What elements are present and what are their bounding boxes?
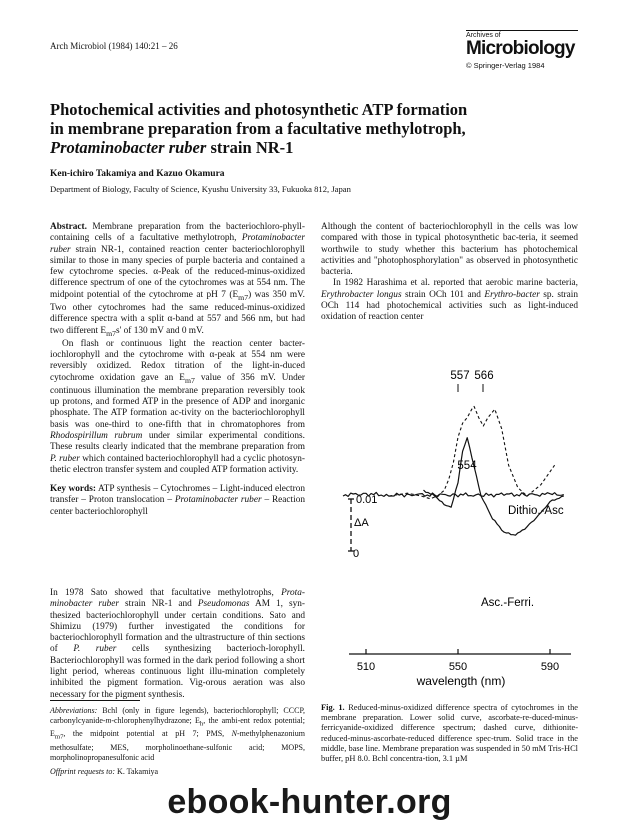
abstract-text: s' of 130 mV and 0 mV. [116, 325, 204, 336]
footnote-text: -methylphenazonium methosulfate; MES, morpholinoethane-sulfonic acid; MOPS, morpholinopropanesulfonic acid [50, 729, 305, 762]
watermark: ebook-hunter.org [167, 783, 452, 821]
peak-label-557: 557 [450, 370, 470, 382]
subscript: m7 [106, 328, 117, 338]
delta-a-scale-bar [348, 494, 377, 560]
y-axis-label: ΔA [354, 517, 369, 529]
series-line-asc-ferri [424, 438, 564, 536]
species-name: Protaminobacter ruber [174, 495, 262, 506]
species-name: Erythro-bacter [484, 289, 540, 300]
introduction [50, 588, 305, 701]
species-name: Rhodospirillum rubrum [50, 430, 143, 441]
article-title [50, 100, 580, 157]
series-line-dithio-asc [389, 406, 555, 498]
abstract-text: strain NR-1, contained reaction center bacteriochlorophyll similar to those in many species of purple bacteria and contained a few cytochrome species. α-Peak of the reduced-minus-oxidized difference spectrum of one of the cytochromes was at 554 nm. The midpoint potential of the cytochrome at pH 7 (E [50, 244, 305, 300]
x-axis-label: wavelength (nm) [416, 674, 506, 688]
abstract-text: On flash or continuous light the reaction center bacter-iochlorophyll and the cytochrome with α-peak at 554 nm were reversibly oxidized. Redox titration of the light-in-duced cytochrome oxidation gave an E [50, 338, 305, 383]
offprint-name: K. Takamiya [115, 766, 159, 776]
species-name: Erythrobacter longus [321, 289, 402, 300]
right-paragraph-1: Although the content of bacteriochlorophyll in the cells was low compared with those in typical photosynthetic bac-teria, it seemed worthwile to study whether this bacterium has photochemical activities and "photophosphorylation" as observed in photosynthetic bacteria. [321, 222, 578, 278]
abstract-column [50, 222, 305, 518]
footnote-text: , the ambi-ent redox potential; E [50, 715, 305, 739]
keywords [50, 484, 305, 518]
abstract-paragraph-2 [50, 339, 305, 476]
title-line-3 [50, 138, 580, 157]
footnote-text: -chlorophenylhydrazone; E [111, 715, 200, 725]
scale-zero-label: 0 [353, 548, 360, 560]
intro-text: cells synthesizing bacterioch-lorophyll. Bacteriochlorophyll was formed in the dark period following a short light period, whereas continuous light illu-mination completely inhibited the pigment formation. Vig-orous aeration was also necessary for the pigment synthesis. [50, 644, 305, 700]
journal-logo: Microbiology [466, 38, 575, 59]
copyright-notice: © Springer-Verlag 1984 [466, 61, 545, 70]
footnote-italic: N [231, 729, 238, 739]
peak-label-554: 554 [457, 460, 477, 472]
affiliation: Department of Biology, Faculty of Science, Kyushu University 33, Fukuoka 812, Japan [50, 184, 351, 194]
scale-top-label: 0.01 [356, 494, 378, 506]
series-label-dithio-asc: Dithio.-Asc [508, 505, 564, 517]
intro-paragraph [50, 588, 305, 701]
footnote-italic: m [105, 715, 112, 725]
brand-top-line: Archives of [466, 30, 578, 39]
intro-text: In 1978 Sato showed that facultative methylotrophs, [50, 588, 282, 598]
subscript: m7 [184, 375, 195, 385]
abbreviations [50, 706, 305, 763]
x-tick-label: 550 [448, 661, 468, 673]
offprint-requests [50, 767, 305, 777]
intro-text: strain NR-1 and [119, 599, 198, 610]
body-text: sp. strain OCh 114 had photochemical activities such as light-induced oxidation of reaction center [321, 289, 578, 323]
species-name: Prota-minobacter ruber [50, 588, 305, 610]
series-labels [481, 505, 564, 609]
journal-brand [466, 30, 578, 70]
species-name: Protaminobacter ruber [50, 233, 305, 255]
species-name: P. ruber [73, 644, 117, 655]
right-column-text [321, 222, 578, 324]
abstract-text: which contained bacteriochlorophyll had a cyclic photosyn-thetic electron transfer system and coupled ATP formation activity. [50, 453, 306, 475]
title-line-2: in membrane preparation from a facultative methylotroph, [50, 119, 466, 138]
footnote-text: , the midpoint potential at pH 7; PMS, [63, 729, 232, 739]
title-line-1: Photochemical activities and photosynthetic ATP formation [50, 100, 468, 119]
species-name: P. ruber [50, 453, 80, 464]
title-species: Protaminobacter ruber [50, 138, 207, 157]
figure-caption-text: Reduced-minus-oxidized difference spectra of cytochromes in the membrane preparation. Lower solid curve, ascorbate-re-duced-minus-ferricyanide-oxidized difference spectrum; dashed curve, dithionite-reduced-minus-ascorbate-reduced difference spec-trum. Solid trace in the middle, base line. Membrane preparation was suspended in 50 mM Tris-HCl buffer, pH 8.0. Bchl concentra-tion, 3.1 µM [321, 703, 578, 764]
abstract-text: value of 356 mV. Under continuous illumination the membrane preparation reversibly took up protons, and formed ATP in the presence of ADP and inorganic phosphate. The ATP formation ac-tivity on the bacteriochlorophyll basis was one-third to one-fifth that in chromatophores from [50, 372, 305, 430]
right-paragraph-2 [321, 278, 578, 323]
offprint-label: Offprint requests to: [50, 766, 116, 776]
subscript: h [199, 720, 204, 728]
body-text: In 1982 Harashima et al. reported that aerobic marine bacteria, [333, 278, 578, 289]
abstract-paragraph-1 [50, 222, 305, 339]
journal-reference: Arch Microbiol (1984) 140:21 – 26 [50, 41, 178, 51]
intro-text: AM 1, syn-thesized bacteriochlorophyll under certain conditions. Sato and Shimizu (1979) further investigated the conditions for bacteriochlorophyll formation and the ultrastructure of thin sections of [50, 599, 305, 655]
subscript: m7 [54, 734, 64, 741]
title-strain: strain NR-1 [206, 138, 294, 157]
authors: Ken-ichiro Takamiya and Kazuo Okamura [50, 169, 225, 179]
footnotes [50, 706, 305, 777]
abbreviations-label: Abbreviations: [50, 706, 98, 715]
abstract-label: Abstract. [50, 222, 87, 232]
abstract-text: ) was 350 mV. Two other cytochromes had the same reduced-minus-oxidized difference spectra with a split α-band at 557 and 566 nm, but had two different E [50, 289, 305, 336]
figure-caption-label: Fig. 1. [321, 703, 345, 712]
keywords-label: Key words: [50, 484, 96, 495]
body-text: strain OCh 101 and [401, 289, 485, 300]
subscript: m7 [238, 292, 249, 302]
footnote-divider [50, 700, 140, 701]
abstract-text: under similar experimental conditions. These results clearly indicated that the membrane preparation from [50, 430, 305, 453]
peak-label-566: 566 [474, 370, 494, 382]
series-label-asc-ferri: Asc.-Ferri. [481, 597, 535, 609]
abstract-text: Membrane preparation from the bacteriochloro-phyll-containing cells of a facultative methylotroph, [50, 222, 305, 244]
footnote-text: Bchl (only in figure legends), bacteriochlorophyll; CCCP, carbonylcyanide- [50, 706, 305, 725]
keywords-text: – Reaction center bacteriochlorophyll [50, 495, 306, 517]
x-tick-label: 590 [540, 661, 560, 673]
x-ticks [357, 649, 559, 673]
species-name: Pseudomonas [197, 599, 250, 610]
figure-caption [321, 703, 578, 764]
figure-1-spectrum-chart [321, 366, 578, 700]
x-tick-label: 510 [356, 661, 376, 673]
keywords-text: ATP synthesis – Cytochromes – Light-induced electron transfer – Proton translocation – [50, 484, 305, 506]
